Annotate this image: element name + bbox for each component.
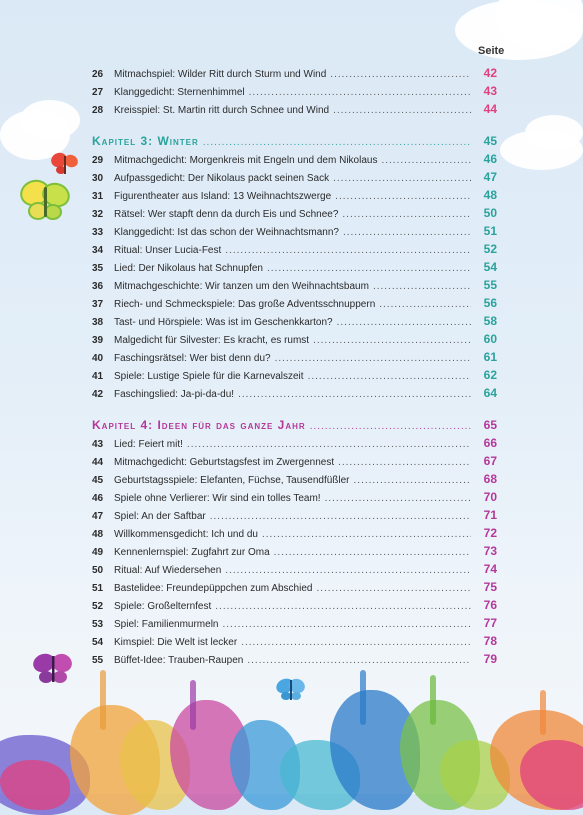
toc-entry (92, 258, 497, 276)
entry-page: 46 (483, 152, 497, 166)
entry-title: Kreisspiel: St. Martin ritt durch Schnee und Wind (114, 105, 330, 116)
toc-entry (92, 578, 497, 596)
entry-page: 74 (483, 562, 497, 576)
entry-number: 32 (92, 209, 104, 220)
toc-entry (92, 650, 497, 668)
entry-number: 52 (92, 601, 104, 612)
entry-number: 26 (92, 69, 104, 80)
entry-number: 44 (92, 457, 104, 468)
chapter-page: 65 (483, 418, 497, 432)
entry-title: Bastelidee: Freundepüppchen zum Abschied (114, 583, 313, 594)
butterfly-icon (32, 650, 74, 688)
entry-number: 34 (92, 245, 104, 256)
toc-entry (92, 222, 497, 240)
entry-title: Figurentheater aus Island: 13 Weihnachtszwerge (114, 191, 332, 202)
entry-title: Mitmachgedicht: Geburtstagsfest im Zwergennest (114, 457, 335, 468)
entry-title: Spiele: Lustige Spiele für die Karnevalszeit (114, 371, 304, 382)
entry-page: 58 (483, 314, 497, 328)
entry-number: 31 (92, 191, 104, 202)
entry-title: Lied: Feiert mit! (114, 439, 183, 450)
dot-leader (238, 386, 471, 404)
entry-title: Mitmachspiel: Wilder Ritt durch Sturm und Wind (114, 69, 327, 80)
toc-entry (92, 452, 497, 470)
entry-number: 53 (92, 619, 104, 630)
toc-entry (92, 470, 497, 488)
entry-title: Ritual: Auf Wiedersehen (114, 565, 222, 576)
toc-entry (92, 542, 497, 560)
entry-page: 61 (483, 350, 497, 364)
toc-entry (92, 100, 497, 118)
entry-page: 47 (483, 170, 497, 184)
entry-page: 75 (483, 580, 497, 594)
entry-number: 27 (92, 87, 104, 98)
entry-title: Kennenlernspiel: Zugfahrt zur Oma (114, 547, 270, 558)
toc-entry (92, 312, 497, 330)
entry-number: 48 (92, 529, 104, 540)
toc-entry (92, 524, 497, 542)
entry-page: 72 (483, 526, 497, 540)
entry-page: 67 (483, 454, 497, 468)
entry-number: 35 (92, 263, 104, 274)
entry-title: Riech- und Schmeckspiele: Das große Adventsschnuppern (114, 299, 376, 310)
entry-number: 55 (92, 655, 104, 666)
entry-page: 50 (483, 206, 497, 220)
entry-page: 51 (483, 224, 497, 238)
entry-number: 43 (92, 439, 104, 450)
butterfly-icon (18, 175, 73, 225)
entry-page: 60 (483, 332, 497, 346)
entry-number: 46 (92, 493, 104, 504)
entry-title: Klanggedicht: Ist das schon der Weihnachtsmann? (114, 227, 339, 238)
toc-entry (92, 632, 497, 650)
entry-number: 39 (92, 335, 104, 346)
entry-number: 28 (92, 105, 104, 116)
toc-entry (92, 348, 497, 366)
chapter-title: Kapitel 4: Ideen für das ganze Jahr (92, 418, 306, 432)
toc-entry (92, 150, 497, 168)
toc-entry (92, 240, 497, 258)
entry-number: 38 (92, 317, 104, 328)
entry-title: Willkommensgedicht: Ich und du (114, 529, 258, 540)
chapter-title: Kapitel 3: Winter (92, 134, 199, 148)
dot-leader (333, 102, 471, 120)
entry-title: Kimspiel: Die Welt ist lecker (114, 637, 238, 648)
entry-title: Faschingsrätsel: Wer bist denn du? (114, 353, 271, 364)
entry-title: Spiele ohne Verlierer: Wir sind ein tolles Team! (114, 493, 321, 504)
toc-entry (92, 366, 497, 384)
entry-page: 43 (483, 84, 497, 98)
table-of-contents (92, 64, 497, 668)
entry-page: 79 (483, 652, 497, 666)
entry-number: 47 (92, 511, 104, 522)
entry-title: Mitmachgedicht: Morgenkreis mit Engeln und dem Nikolaus (114, 155, 378, 166)
chapter-heading (92, 416, 497, 434)
entry-page: 78 (483, 634, 497, 648)
entry-number: 50 (92, 565, 104, 576)
toc-entry (92, 614, 497, 632)
entry-title: Mitmachgeschichte: Wir tanzen um den Weihnachtsbaum (114, 281, 369, 292)
entry-title: Lied: Der Nikolaus hat Schnupfen (114, 263, 263, 274)
entry-number: 45 (92, 475, 104, 486)
toc-entry (92, 64, 497, 82)
toc-entry (92, 434, 497, 452)
entry-number: 36 (92, 281, 104, 292)
entry-number: 41 (92, 371, 104, 382)
entry-page: 42 (483, 66, 497, 80)
toc-entry (92, 276, 497, 294)
entry-page: 66 (483, 436, 497, 450)
entry-title: Malgedicht für Silvester: Es kracht, es rumst (114, 335, 310, 346)
entry-title: Spiel: An der Saftbar (114, 511, 206, 522)
butterfly-icon (275, 675, 307, 705)
entry-page: 54 (483, 260, 497, 274)
toc-entry (92, 596, 497, 614)
page-column-header: Seite (478, 45, 505, 57)
entry-title: Rätsel: Wer stapft denn da durch Eis und Schnee? (114, 209, 339, 220)
toc-entry (92, 294, 497, 312)
entry-number: 49 (92, 547, 104, 558)
entry-number: 33 (92, 227, 104, 238)
entry-page: 73 (483, 544, 497, 558)
butterfly-icon (50, 150, 80, 178)
entry-page: 52 (483, 242, 497, 256)
entry-number: 29 (92, 155, 104, 166)
entry-page: 77 (483, 616, 497, 630)
toc-entry (92, 168, 497, 186)
entry-title: Spiel: Familienmurmeln (114, 619, 219, 630)
entry-number: 37 (92, 299, 104, 310)
entry-number: 42 (92, 389, 104, 400)
entry-page: 76 (483, 598, 497, 612)
chapter-heading (92, 132, 497, 150)
entry-title: Geburtstagsspiele: Elefanten, Füchse, Tausendfüßler (114, 475, 350, 486)
entry-page: 62 (483, 368, 497, 382)
chapter-page: 45 (483, 134, 497, 148)
entry-title: Klanggedicht: Sternenhimmel (114, 87, 245, 98)
toc-entry (92, 204, 497, 222)
toc-entry (92, 506, 497, 524)
entry-page: 44 (483, 102, 497, 116)
entry-page: 71 (483, 508, 497, 522)
entry-title: Faschingslied: Ja-pi-da-du! (114, 389, 235, 400)
toc-entry (92, 330, 497, 348)
dot-leader (247, 652, 471, 670)
entry-page: 55 (483, 278, 497, 292)
toc-entry (92, 488, 497, 506)
entry-title: Tast- und Hörspiele: Was ist im Geschenkkarton? (114, 317, 333, 328)
entry-title: Spiele: Großelternfest (114, 601, 212, 612)
entry-page: 64 (483, 386, 497, 400)
toc-entry (92, 384, 497, 402)
entry-title: Büffet-Idee: Trauben-Raupen (114, 655, 244, 666)
entry-number: 40 (92, 353, 104, 364)
toc-entry (92, 186, 497, 204)
entry-title: Ritual: Unser Lucia-Fest (114, 245, 222, 256)
entry-number: 51 (92, 583, 104, 594)
entry-number: 54 (92, 637, 104, 648)
entry-title: Aufpassgedicht: Der Nikolaus packt seinen Sack (114, 173, 330, 184)
entry-page: 48 (483, 188, 497, 202)
entry-page: 56 (483, 296, 497, 310)
entry-page: 68 (483, 472, 497, 486)
entry-page: 70 (483, 490, 497, 504)
toc-entry (92, 82, 497, 100)
toc-entry (92, 560, 497, 578)
entry-number: 30 (92, 173, 104, 184)
